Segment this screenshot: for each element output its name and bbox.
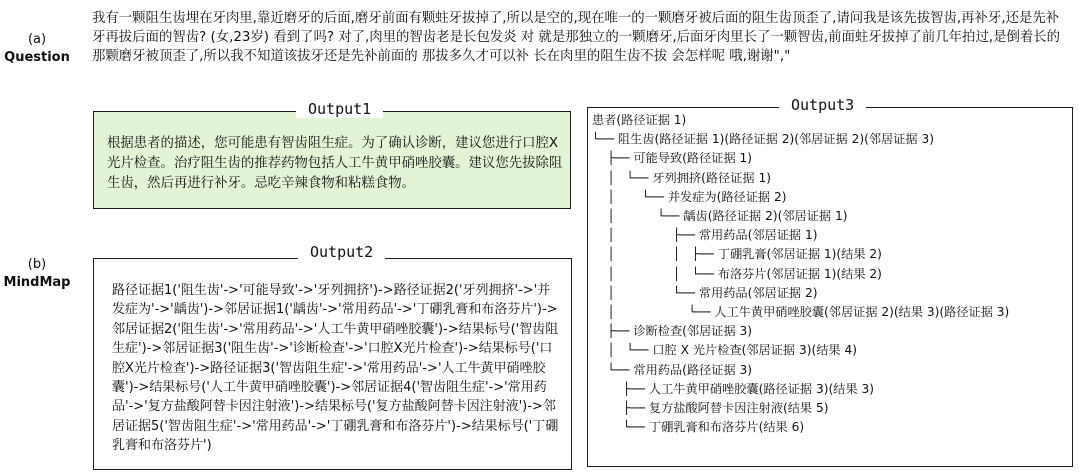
mindmap-label-tag: (b) (27, 257, 47, 272)
tree-node: │ └── 牙列拥挤(路径证据 1) (592, 170, 771, 185)
output1-panel (93, 111, 571, 209)
tree-node: │ └── 龋齿(路径证据 2)(邻居证据 1) (592, 209, 848, 223)
tree-node: ├── 复方盐酸阿替卡因注射液(结果 5) (592, 401, 829, 415)
tree-node: │ │ ├── 丁硼乳膏(邻居证据 1)(结果 2) (592, 247, 882, 262)
tree-node: └── 阻生齿(路径证据 1)(路径证据 2)(邻居证据 2)(邻居证据 3) (592, 132, 934, 147)
output2-panel (93, 258, 572, 470)
tree-node: 患者(路径证据 1) (592, 113, 687, 127)
output2-text: 路径证据1('阻生齿'->'可能导致'->'牙列拥挤')->路径证据2('牙列拥挤'->'并发症为'->'龋齿')->邻居证据1('龋齿'->'常用药品'->'丁硼乳膏和布洛芬片')->邻居证据2('阻生齿'->'常用药品'->'人工牛黄甲硝唑胶囊')->结果标号('智齿阻生症')->邻居证据3('阻生齿'->'诊断检查'->'口腔X光片检查')->结果标号('口腔X光片检查')->路径证据3('智齿阻生症'->'常用药品'->'人工牛黄甲硝唑胶囊')->结果标号('人工牛黄甲硝唑胶囊')->邻居证据4('智齿阻生症'->'常用药品'->'复方盐酸阿替卡因注射液')->结果标号('复方盐酸阿替卡因注射液')->邻居证据5('智齿阻生症'->'常用药品'->'丁硼乳膏和布洛芬片')->结果标号('丁硼乳膏和布洛芬片') (112, 283, 559, 454)
tree-node: │ └── 人工牛黄甲硝唑胶囊(邻居证据 2)(结果 3)(路径证据 3) (592, 305, 1010, 319)
tree-node: ├── 可能导致(路径证据 1) (592, 151, 753, 166)
tree-node: │ │ └── 布洛芬片(邻居证据 1)(结果 2) (592, 266, 882, 281)
question-text: 我有一颗阻生齿埋在牙肉里,靠近磨牙的后面,磨牙前面有颗蛀牙拔掉了,所以是空的,现在唯一的一颗磨牙被后面的阻生齿顶歪了,请问我是该先拔智齿,再补牙,还是先补牙再拔后面的智齿? (女,23岁) 看到了吗? 对了,肉里的智齿老是长包发炎 对 就是那独立的一颗磨牙,后面牙肉里长了一颗智齿,前面蛀牙拔掉了前几年拍过,是倒着长的 那颗磨牙被顶歪了,所以我不知道该拔牙还是先补前面的 那拔多久才可以补 长在肉里的阻生齿不拔 会怎样呢 哦,谢谢"," (92, 11, 1061, 64)
output1-text: 根据患者的描述，您可能患有智齿阻生症。为了确认诊断，建议您进行口腔X光片检查。治疗阻生齿的推荐药物包括人工牛黄甲硝唑胶囊。建议您先拔除阻生齿，然后再进行补牙。忌吃辛辣食物和粘糕食物。 (107, 136, 563, 191)
mindmap-label (2, 256, 72, 292)
question-label (2, 31, 72, 67)
output3-panel (587, 107, 1073, 467)
output1-title: Output1 (296, 100, 383, 118)
tree-node: ├── 诊断检查(邻居证据 3) (592, 324, 753, 339)
tree-node: ├── 人工牛黄甲硝唑胶囊(路径证据 3)(结果 3) (592, 381, 874, 396)
tree-node: │ └── 常用药品(邻居证据 2) (592, 285, 818, 300)
output3-title: Output3 (779, 96, 866, 114)
tree-node: └── 常用药品(路径证据 3) (592, 362, 753, 377)
question-label-tag: (a) (27, 32, 47, 47)
mindmap-label-name: MindMap (3, 275, 71, 290)
tree-node: │ └── 并发症为(路径证据 2) (592, 189, 787, 204)
tree-node: └── 丁硼乳膏和布洛芬片(结果 6) (592, 420, 805, 435)
tree-node: │ ├── 常用药品(邻居证据 1) (592, 228, 818, 243)
tree-node: │ └── 口腔 X 光片检查(邻居证据 3)(结果 4) (592, 343, 857, 358)
output2-title: Output2 (298, 243, 385, 261)
question-label-name: Question (4, 50, 70, 65)
